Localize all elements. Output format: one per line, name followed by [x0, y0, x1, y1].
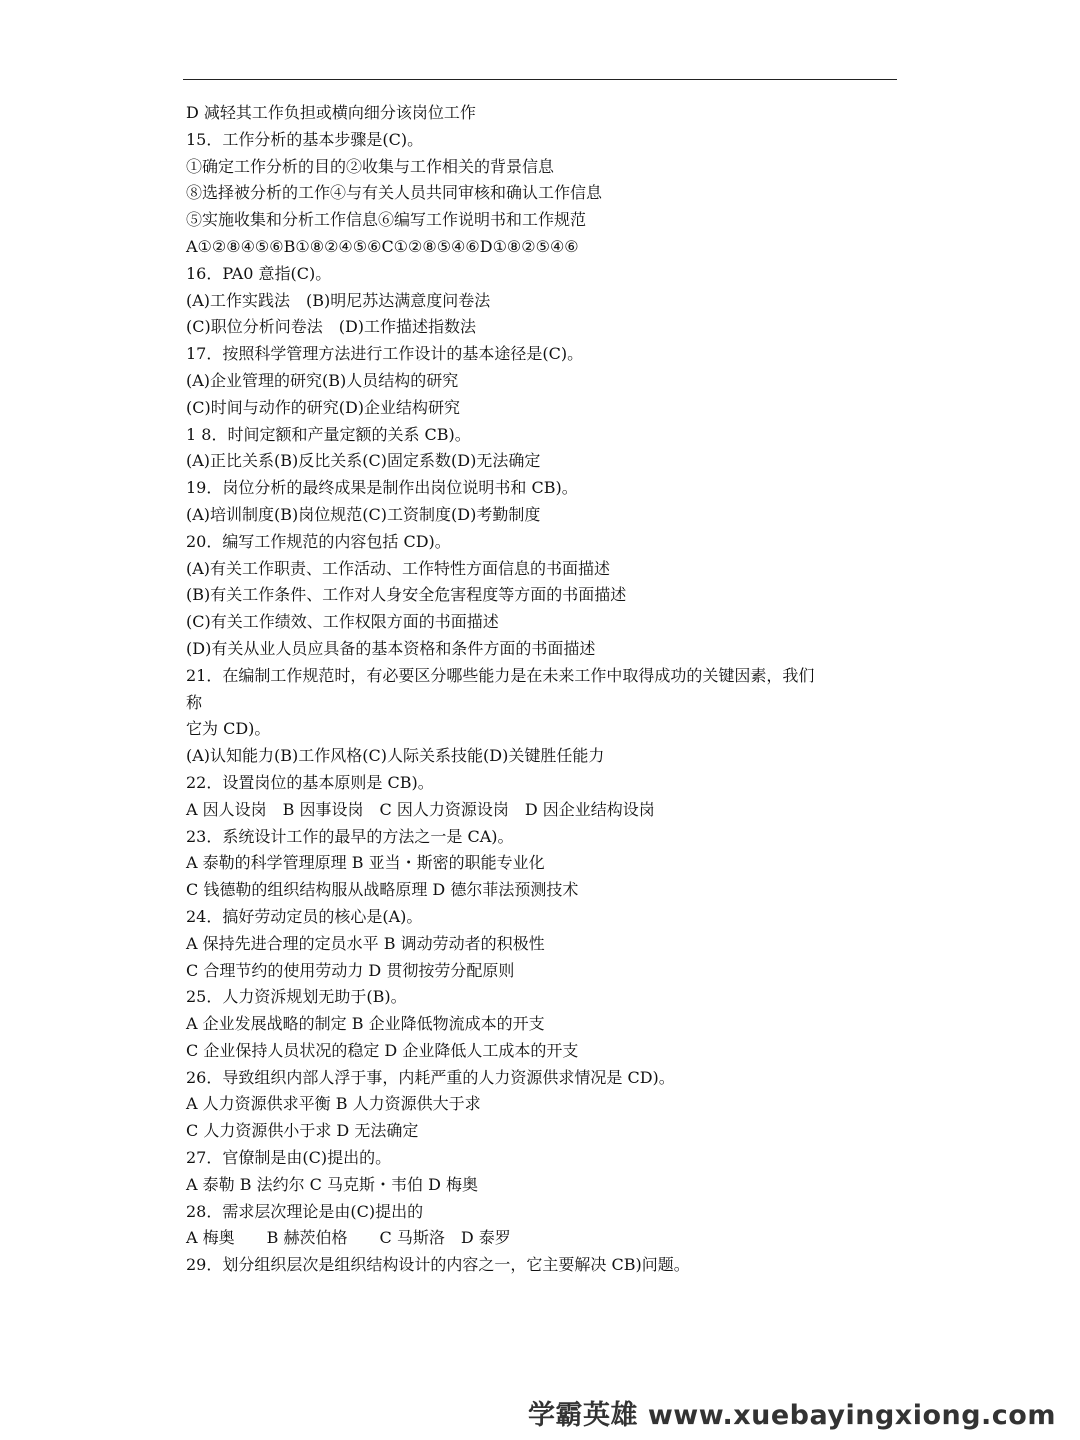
question-17: 17．按照科学管理方法进行工作设计的基本途径是(C)。: [186, 344, 584, 364]
answer-options: A 企业发展战略的制定 B 企业降低物流成本的开支: [186, 1014, 545, 1034]
answer-options: A 梅奥 B 赫茨伯格 C 马斯洛 D 泰罗: [186, 1228, 511, 1248]
answer-options: (A)有关工作职责、工作活动、工作特性方面信息的书面描述: [186, 558, 611, 578]
answer-options: (A)正比关系(B)反比关系(C)固定系数(D)无法确定: [186, 451, 541, 471]
answer-options: C 人力资源供小于求 D 无法确定: [186, 1121, 419, 1141]
question-25: 25．人力资泝规划无助于(B)。: [186, 987, 407, 1007]
text-line: ⑤实施收集和分析工作信息⑥编写工作说明书和工作规范: [186, 210, 587, 230]
answer-options: A①②⑧④⑤⑥B①⑧②④⑤⑥C①②⑧⑤④⑥D①⑧②⑤④⑥: [186, 236, 579, 256]
answer-options: C 企业保持人员状况的稳定 D 企业降低人工成本的开支: [186, 1040, 579, 1060]
answer-options: A 保持先进合理的定员水平 B 调动劳动者的积极性: [186, 933, 545, 953]
answer-options: (C)职位分析问卷法 (D)工作描述指数法: [186, 317, 477, 337]
answer-options: C 钱德勒的组织结构服从战略原理 D 德尔菲法预测技术: [186, 880, 579, 900]
question-29: 29．划分组织层次是组织结构设计的内容之一，它主要解决 CB)问题。: [186, 1255, 690, 1275]
text-line: D 减轻其工作负担或横向细分该岗位工作: [186, 103, 476, 122]
site-watermark: 学霸英雄 www.xuebayingxiong.com: [527, 1400, 1056, 1431]
answer-options: (D)有关从业人员应具备的基本资格和条件方面的书面描述: [186, 638, 596, 658]
answer-options: A 泰勒 B 法约尔 C 马克斯・韦伯 D 梅奥: [186, 1174, 478, 1194]
question-21: 21．在编制工作规范时，有必要区分哪些能力是在未来工作中取得成功的关键因素，我们: [186, 665, 815, 685]
question-23: 23．系统设计工作的最早的方法之一是 CA)。: [186, 826, 514, 846]
text-line: 它为 CD)。: [186, 719, 271, 739]
text-line: ⑧选择被分析的工作④与有关人员共同审核和确认工作信息: [186, 183, 603, 203]
answer-options: (C)时间与动作的研究(D)企业结构研究: [186, 397, 461, 417]
answer-options: A 泰勒的科学管理原理 B 亚当・斯密的职能专业化: [186, 853, 545, 873]
question-16: 16．PA0 意指(C)。: [186, 263, 332, 283]
answer-options: C 合理节约的使用劳动力 D 贯彻按劳分配原则: [186, 960, 515, 980]
question-24: 24．搞好劳动定员的核心是(A)。: [186, 906, 423, 926]
question-22: 22．设置岗位的基本原则是 CB)。: [186, 772, 434, 792]
question-20: 20．编写工作规范的内容包括 CD)。: [186, 531, 451, 551]
question-28: 28．需求层次理论是由(C)提出的: [186, 1201, 424, 1221]
answer-options: (A)工作实践法 (B)明尼苏达满意度问卷法: [186, 290, 491, 310]
answer-options: A 人力资源供求平衡 B 人力资源供大于求: [186, 1094, 481, 1114]
question-26: 26．导致组织内部人浮于事，内耗严重的人力资源供求情况是 CD)。: [186, 1067, 675, 1087]
answer-options: (A)认知能力(B)工作风格(C)人际关系技能(D)关键胜任能力: [186, 746, 605, 766]
question-27: 27．官僚制是由(C)提出的。: [186, 1148, 392, 1168]
answer-options: (B)有关工作条件、工作对人身安全危害程度等方面的书面描述: [186, 585, 627, 605]
question-18: 1 8．时间定额和产量定额的关系 CB)。: [186, 424, 471, 444]
question-19: 19．岗位分析的最终成果是制作出岗位说明书和 CB)。: [186, 478, 578, 498]
answer-options: A 因人设岗 B 因事设岗 C 因人力资源设岗 D 因企业结构设岗: [186, 799, 655, 819]
answer-options: (A)企业管理的研究(B)人员结构的研究: [186, 370, 459, 390]
document-body: [186, 100, 896, 1279]
text-line: 称: [186, 692, 203, 712]
text-line: ①确定工作分析的目的②收集与工作相关的背景信息: [186, 156, 555, 176]
answer-options: (A)培训制度(B)岗位规范(C)工资制度(D)考勤制度: [186, 504, 541, 524]
header-rule: [183, 79, 897, 80]
answer-options: (C)有关工作绩效、工作权限方面的书面描述: [186, 612, 499, 632]
question-15: 15．工作分析的基本步骤是(C)。: [186, 129, 424, 149]
